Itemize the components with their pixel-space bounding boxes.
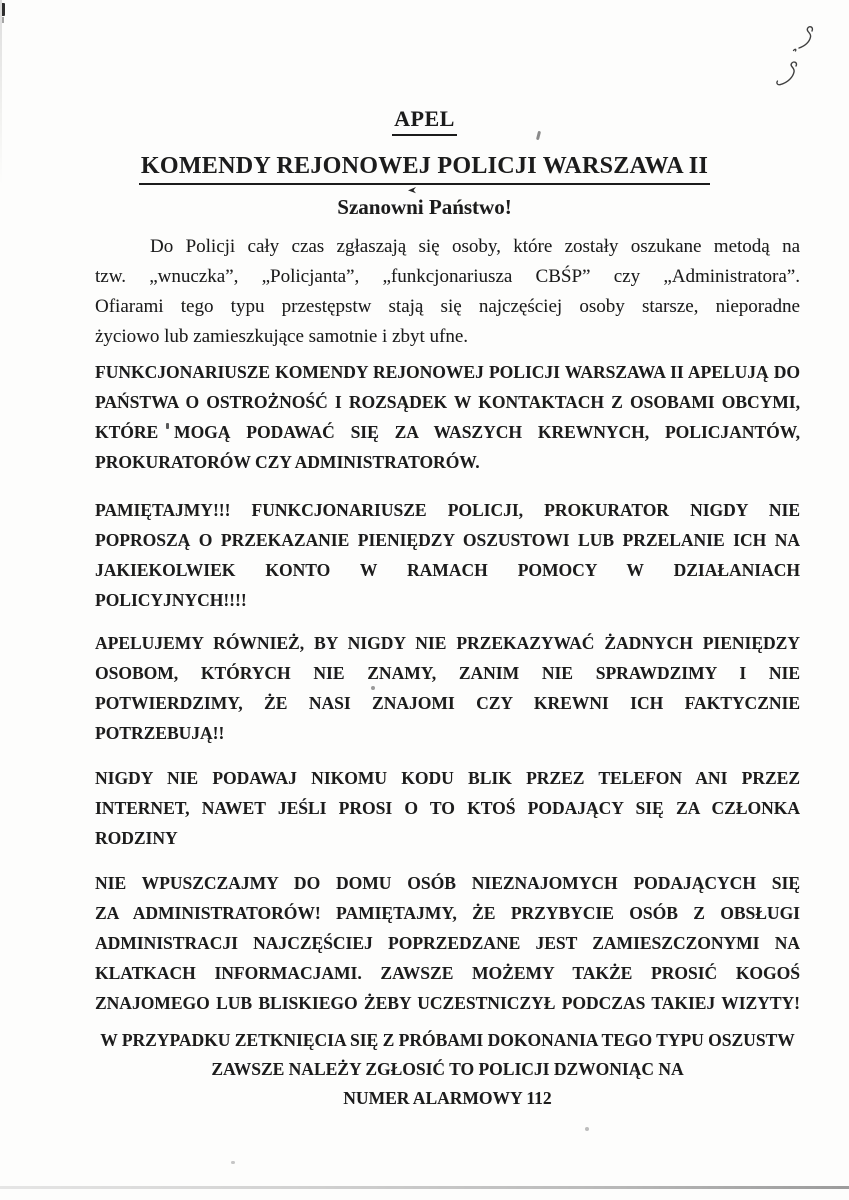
paragraph-blik xyxy=(95,763,800,853)
paragraph-closing xyxy=(95,1026,800,1113)
paragraph-administrators xyxy=(95,868,800,1018)
text-line: ZA ADMINISTRATORÓW! PAMIĘTAJMY, ŻE PRZYBYCIE OSÓB Z OBSŁUGI xyxy=(95,903,800,923)
text-line: Ofiarami tego typu przestępstw stają się najczęściej osoby starsze, nieporadne xyxy=(95,296,800,317)
text-line: PAMIĘTAJMY!!! FUNKCJONARIUSZE POLICJI, PROKURATOR NIGDY NIE xyxy=(95,500,800,520)
text-line: ADMINISTRACJI NAJCZĘŚCIEJ POPRZEDZANE JEST ZAMIESZCZONYMI NA xyxy=(95,933,800,953)
text-line: NIGDY NIE PODAWAJ NIKOMU KODU BLIK PRZEZ TELEFON ANI PRZEZ xyxy=(95,768,800,788)
text-line: KTÓRE MOGĄ PODAWAĆ SIĘ ZA WASZYCH KREWNYCH, POLICJANTÓW, xyxy=(95,422,800,442)
paragraph-intro xyxy=(95,232,800,352)
text-line: JAKIEKOLWIEK KONTO W RAMACH POMOCY W DZIAŁANIACH xyxy=(95,560,800,580)
text-line: OSOBOM, KTÓRYCH NIE ZNAMY, ZANIM NIE SPRAWDZIMY I NIE xyxy=(95,663,800,683)
salutation xyxy=(0,193,849,221)
text-line: ZNAJOMEGO LUB BLISKIEGO ŻEBY UCZESTNICZYŁ PODCZAS TAKIEJ WIZYTY! xyxy=(95,993,800,1013)
document-title xyxy=(0,105,849,136)
ink-speck xyxy=(585,1127,589,1131)
text-line: PROKURATORÓW CZY ADMINISTRATORÓW. xyxy=(95,452,480,472)
document-title-text: APEL xyxy=(392,105,457,136)
handwritten-pen-marks-icon xyxy=(765,24,827,96)
text-line: POTWIERDZIMY, ŻE NASI ZNAJOMI CZY KREWNI ICH FAKTYCZNIE xyxy=(95,693,800,713)
text-line: tzw. „wnuczka”, „Policjanta”, „funkcjonariusza CBŚP” czy „Administratora”. xyxy=(95,266,800,287)
text-line: POLICYJNYCH!!!! xyxy=(95,590,247,610)
paragraph-appeal xyxy=(95,357,800,477)
text-line: POPROSZĄ O PRZEKAZANIE PIENIĘDZY OSZUSTOWI LUB PRZELANIE ICH NA xyxy=(95,530,800,550)
text-line: ZAWSZE NALEŻY ZGŁOSIĆ TO POLICJI DZWONIĄC NA xyxy=(211,1059,684,1079)
document-subtitle xyxy=(0,150,849,185)
text-line: życiowo lub zamieszkujące samotnie i zbyt ufne. xyxy=(95,326,469,347)
text-line: NUMER ALARMOWY 112 xyxy=(343,1088,552,1108)
text-line: FUNKCJONARIUSZE KOMENDY REJONOWEJ POLICJI WARSZAWA II APELUJĄ DO xyxy=(95,362,800,382)
document-subtitle-text: KOMENDY REJONOWEJ POLICJI WARSZAWA II xyxy=(139,150,710,185)
paragraph-remember xyxy=(95,495,800,615)
text-line: Do Policji cały czas zgłaszają się osoby, które zostały oszukane metodą na xyxy=(150,236,800,257)
text-line: INTERNET, NAWET JEŚLI PROSI O TO KTOŚ PODAJĄCY SIĘ ZA CZŁONKA xyxy=(95,798,800,818)
text-line: NIE WPUSZCZAJMY DO DOMU OSÓB NIEZNAJOMYCH PODAJĄCYCH SIĘ xyxy=(95,873,800,893)
text-line: RODZINY xyxy=(95,828,178,848)
text-line: PAŃSTWA O OSTROŻNOŚĆ I ROZSĄDEK W KONTAKTACH Z OSOBAMI OBCYMI, xyxy=(95,392,800,412)
scan-paper-edge-line xyxy=(0,1186,849,1189)
ink-speck xyxy=(231,1161,235,1164)
text-line: POTRZEBUJĄ!! xyxy=(95,723,225,743)
salutation-text: Szanowni Państwo! xyxy=(337,195,512,219)
paragraph-verify xyxy=(95,628,800,748)
text-line: APELUJEMY RÓWNIEŻ, BY NIGDY NIE PRZEKAZYWAĆ ŻADNYCH PIENIĘDZY xyxy=(95,633,800,653)
text-line: KLATKACH INFORMACJAMI. ZAWSZE MOŻEMY TAKŻE PROSIĆ KOGOŚ xyxy=(95,963,800,983)
text-line: W PRZYPADKU ZETKNIĘCIA SIĘ Z PRÓBAMI DOKONANIA TEGO TYPU OSZUSTW xyxy=(100,1030,795,1050)
